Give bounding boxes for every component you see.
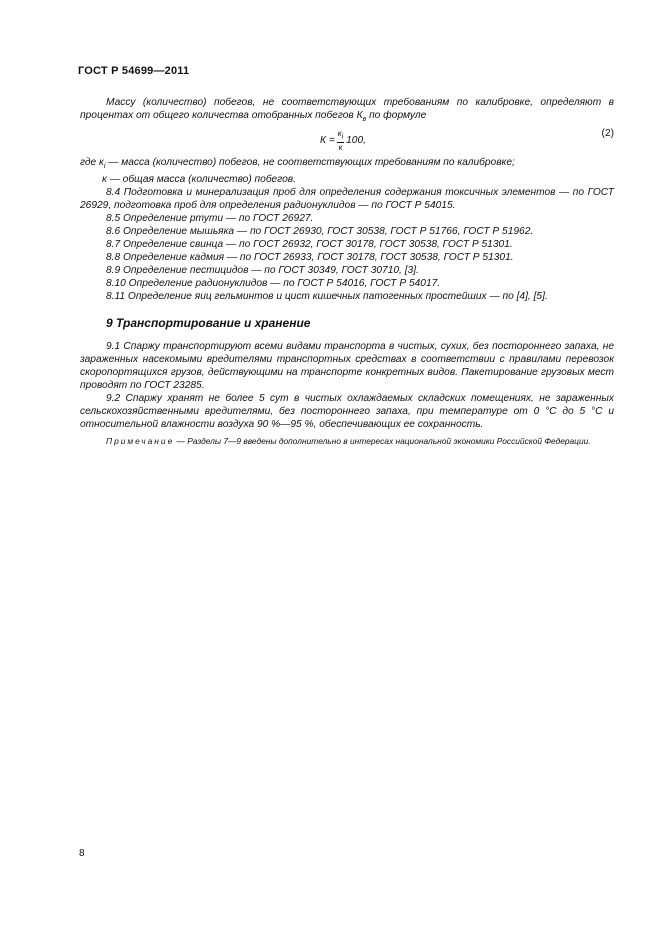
note [80, 435, 614, 447]
intro-paragraph [80, 96, 614, 126]
formula-lhs: К = [320, 134, 335, 146]
paragraph-9-2: 9.2 Спаржу хранят не более 5 сут в чистых охлаждаемых складских помещениях, не зараженных сельскохозяйственными вредителями, без постороннего запаха, при температуре от 0 °С до 5 °С и относительной влажности воздуха 90 %—95 %, обеспечивающих ее сохранность. [80, 393, 614, 431]
document-body [80, 96, 614, 447]
formula-denominator: к [338, 142, 343, 152]
formula-rhs: 100, [346, 134, 366, 146]
formula-numerator: $к_i$ [337, 129, 344, 141]
note-text: — Разделы 7—9 введены дополнительно в интересах национальной экономики Российской Федерации. [174, 436, 591, 447]
formula [320, 129, 366, 152]
section-9-heading: 9 Транспортирование и хранение [106, 316, 311, 331]
item-8-10: 8.10 Определение радионуклидов — по ГОСТ Р 54016, ГОСТ Р 54017. [106, 278, 441, 290]
item-8-7: 8.7 Определение свинца — по ГОСТ 26932, ГОСТ 30178, ГОСТ 30538, ГОСТ Р 51301. [106, 239, 513, 251]
formula-row [80, 126, 614, 152]
item-8-9: 8.9 Определение пестицидов — по ГОСТ 30349, ГОСТ 30710, [3]. [106, 265, 419, 277]
intro-text: Массу (количество) побегов, не соответствующих требованиям по калибровке, определяют в процентах от общего количества отобранных побегов К [80, 97, 614, 121]
paragraph-9-1: 9.1 Спаржу транспортируют всеми видами транспорта в чистых, сухих, без постороннего запаха, не зараженных насекомыми вредителями транспортных средствах в соответствии с правилами перевозок скоропортящихся грузов, действующими на транспорте конкретных видов. Пакетирование грузовых мест проводят по ГОСТ 23285. [80, 341, 614, 392]
formula-fraction [337, 129, 344, 152]
document-header: ГОСТ Р 54699—2011 [78, 65, 190, 77]
where-line-2: к — общая масса (количество) побегов. [102, 174, 296, 186]
item-8-11: 8.11 Определение яиц гельминтов и цист кишечных патогенных простейших — по [4], [5]. [106, 291, 548, 303]
where-line-1: где $к_i$ — масса (количество) побегов, не соответствующих требованиям по калибровке; [80, 157, 515, 171]
note-label: Примечание [106, 436, 175, 447]
item-8-6: 8.6 Определение мышьяка — по ГОСТ 26930, ГОСТ 30538, ГОСТ Р 51766, ГОСТ Р 51962. [106, 226, 534, 238]
page-number: 8 [79, 848, 85, 859]
intro-text-end: по формуле [366, 110, 427, 121]
formula-number: (2) [601, 128, 614, 140]
item-8-5: 8.5 Определение ртути — по ГОСТ 26927. [106, 213, 314, 225]
item-8-8: 8.8 Определение кадмия — по ГОСТ 26933, ГОСТ 30178, ГОСТ 30538, ГОСТ Р 51301. [106, 252, 514, 264]
intro-subscript: в [362, 116, 367, 124]
item-8-4: 8.4 Подготовка и минерализация проб для определения содержания токсичных элементов — по ГОСТ 26929, подготовка проб для определения радионуклидов — по ГОСТ Р 54015. [80, 187, 614, 212]
